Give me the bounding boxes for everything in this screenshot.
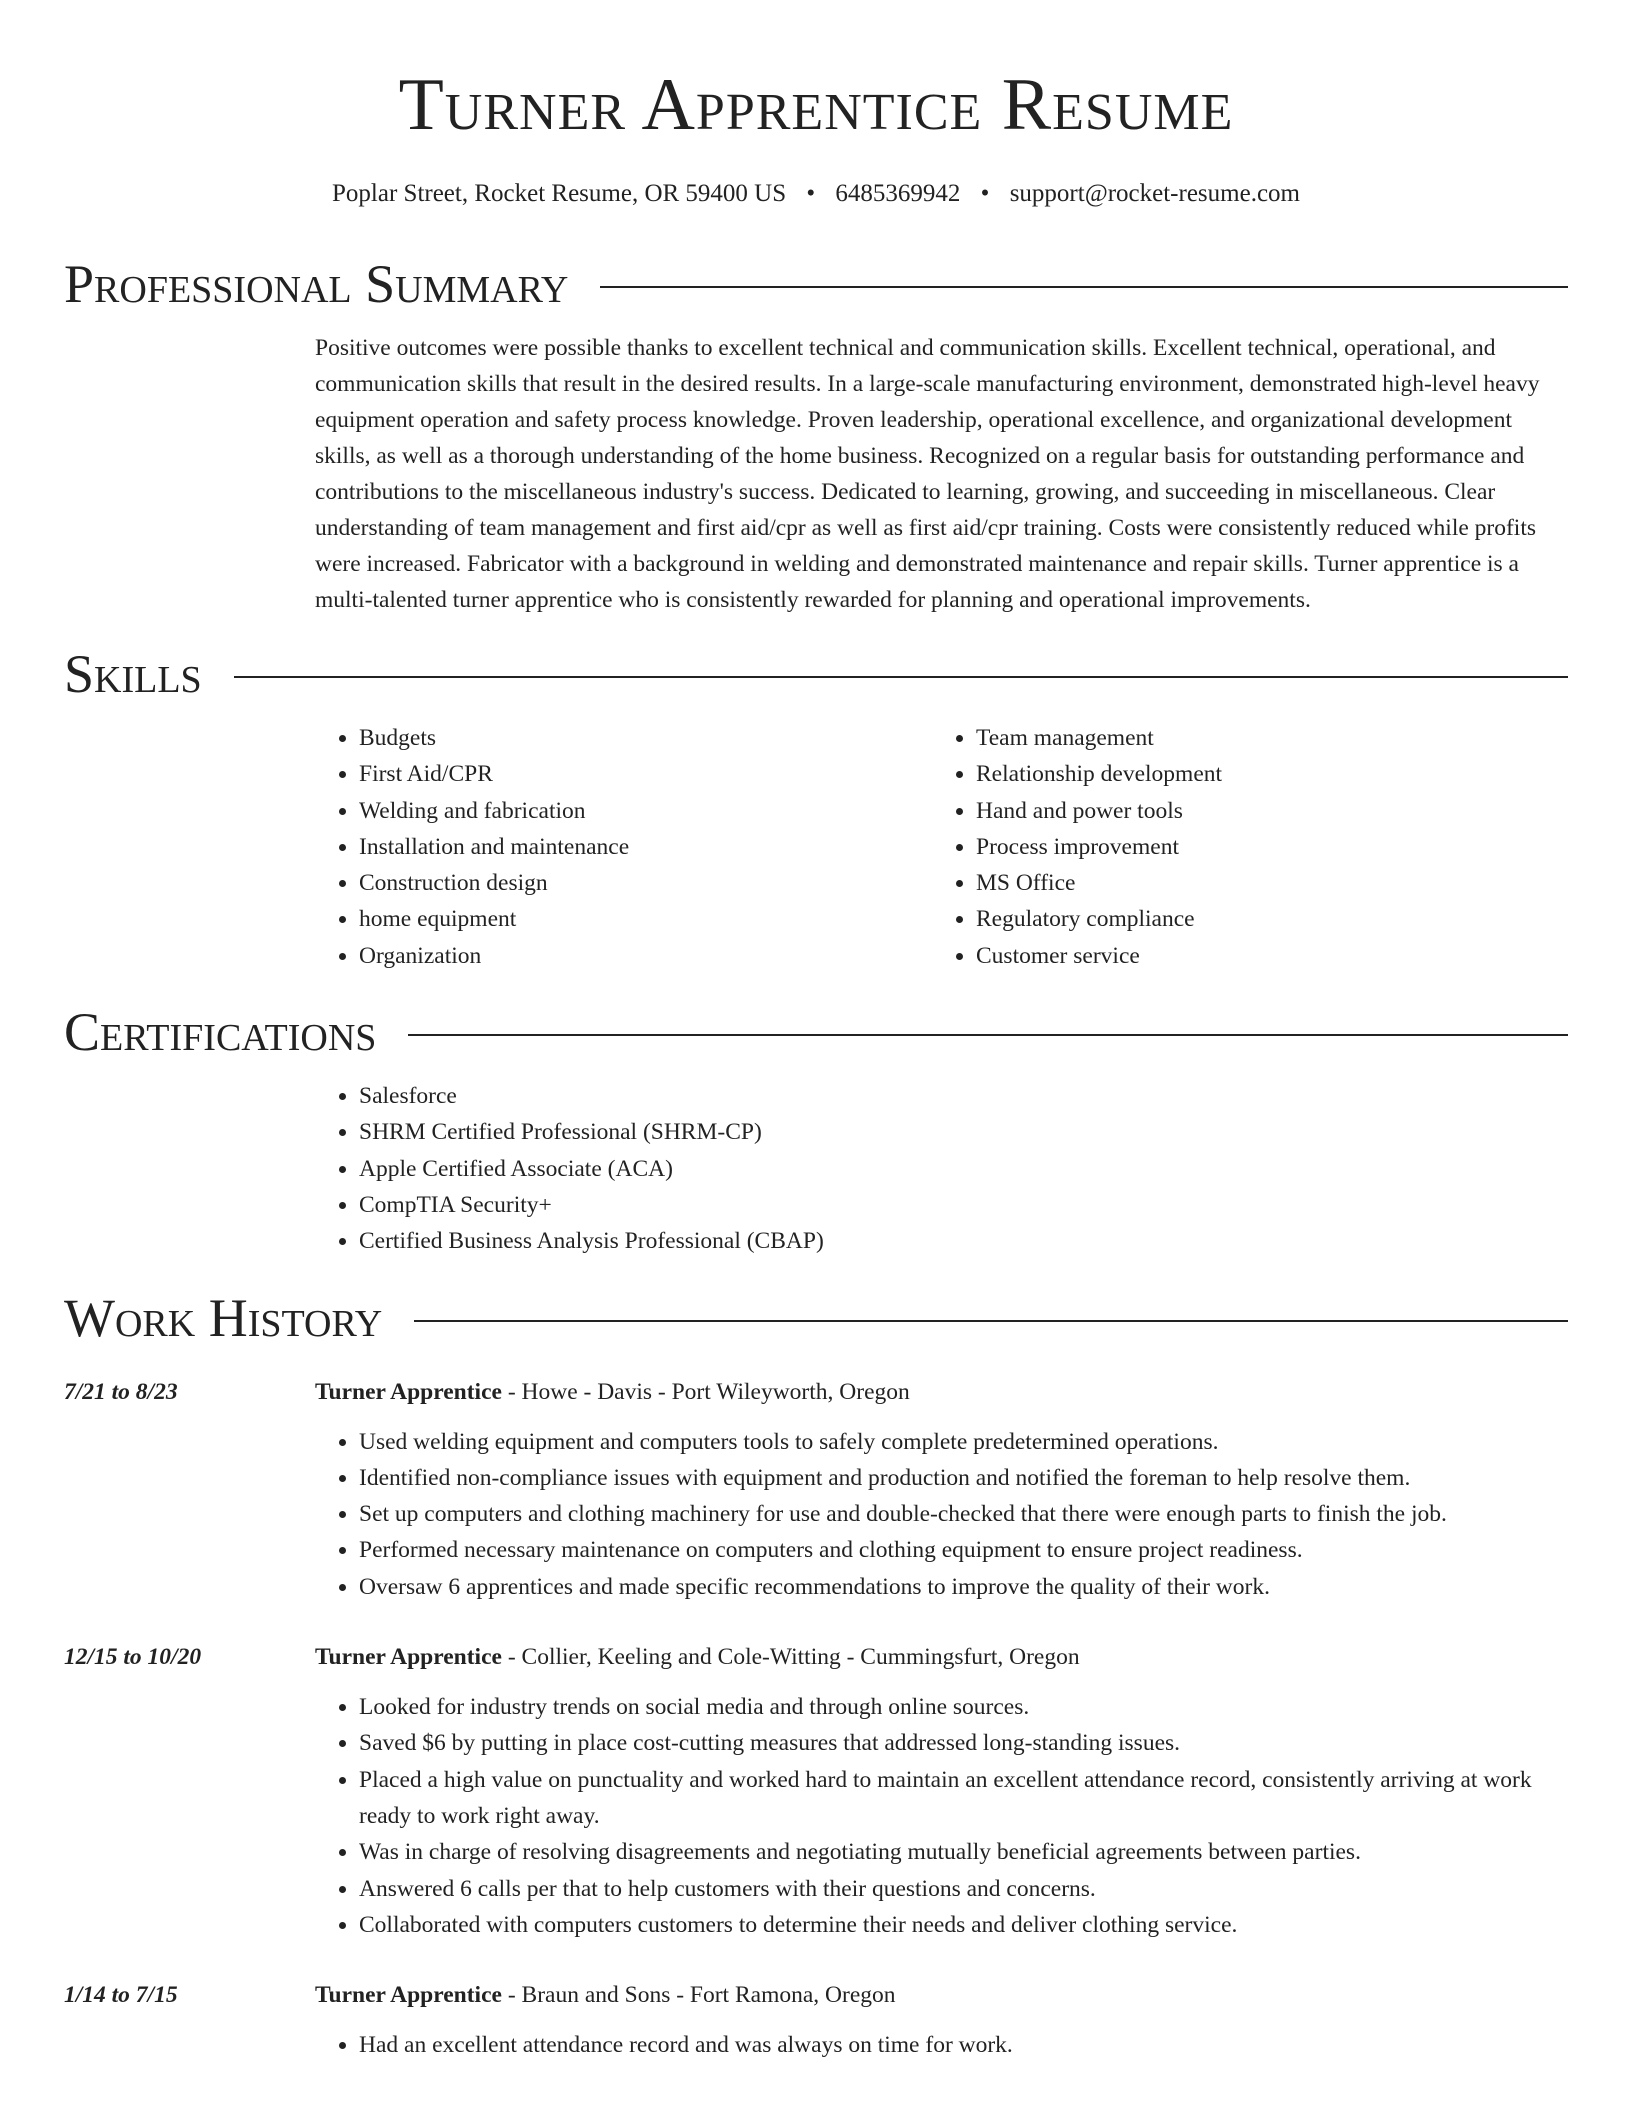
skill-item: • Process improvement [976,829,1549,865]
job-bullet: • Oversaw 6 apprentices and made specific recommendations to improve the quality of their work. [359,1569,1568,1605]
job-bullet: • Performed necessary maintenance on computers and clothing equipment to ensure project readiness. [359,1532,1568,1568]
section-divider [414,1320,1568,1322]
job-bullets [315,1424,1568,1605]
contact-separator: • [980,180,990,207]
job-employer: - Collier, Keeling and Cole-Witting - Cummingsfurt, Oregon [501,1644,1080,1671]
summary-section-heading [64,254,1568,314]
job-body [315,1977,1568,2063]
skills-column-left [315,720,932,974]
job-bullet: • Collaborated with computers customers to determine their needs and deliver clothing service. [359,1907,1568,1943]
work-history-section-heading [64,1288,1568,1348]
certification-item: • Apple Certified Associate (ACA) [359,1151,1568,1187]
job-entry [64,1977,1568,2063]
skill-item: • Hand and power tools [976,793,1549,829]
certifications-section-heading [64,1002,1568,1062]
job-bullet: • Identified non-compliance issues with equipment and production and notified the foreman to help resolve them. [359,1460,1568,1496]
contact-email: support@rocket-resume.com [1009,180,1300,207]
resume-title: Turner Apprentice Resume [398,64,1234,146]
skill-item: • MS Office [976,865,1549,901]
job-title: Turner Apprentice [315,1644,502,1671]
job-dates: 7/21 to 8/23 [64,1378,178,1405]
section-divider [234,676,1568,678]
skills-section-heading [64,644,1568,704]
job-title: Turner Apprentice [315,1378,502,1405]
section-divider [600,286,1568,288]
skills-list [315,720,1568,974]
job-employer: - Howe - Davis - Port Wileyworth, Oregon [501,1378,910,1405]
skill-item: • Team management [976,720,1549,756]
certification-item: • SHRM Certified Professional (SHRM-CP) [359,1114,1568,1150]
job-body [315,1374,1568,1605]
job-dates: 1/14 to 7/15 [64,1982,178,2009]
skill-item: • Customer service [976,938,1549,974]
job-bullet: • Used welding equipment and computers tools to safely complete predetermined operations. [359,1424,1568,1460]
skill-item: • Organization [359,938,932,974]
certification-item: • CompTIA Security+ [359,1187,1568,1223]
skills-heading-text: Skills [64,644,202,704]
skill-item: • First Aid/CPR [359,756,932,792]
job-title-line [315,1639,1568,1675]
skill-item: • Budgets [359,720,932,756]
contact-phone: 6485369942 [835,180,961,207]
job-bullet: • Placed a high value on punctuality and worked hard to maintain an excellent attendance record, consistently arriving at work ready to work right away. [359,1762,1568,1835]
section-divider [408,1034,1568,1036]
job-bullet: • Had an excellent attendance record and was always on time for work. [359,2027,1568,2063]
job-title-line [315,1977,1568,2013]
contact-separator: • [806,180,816,207]
job-bullets [315,2027,1568,2063]
certifications-list [315,1078,1568,1259]
work-history-heading-text: Work History [64,1287,383,1348]
contact-line [64,178,1568,210]
job-title-line [315,1374,1568,1410]
certifications-heading-text: Certifications [64,1002,377,1063]
job-title: Turner Apprentice [315,1982,502,2009]
contact-address: Poplar Street, Rocket Resume, OR 59400 US [332,180,787,207]
summary-heading-text: Professional Summary [64,254,569,314]
job-bullet: • Looked for industry trends on social media and through online sources. [359,1689,1568,1725]
skills-column-right [932,720,1549,974]
job-body [315,1639,1568,1943]
job-entry [64,1374,1568,1605]
summary-paragraph: Positive outcomes were possible thanks to excellent technical and communication skills. Excellent technical, operational, and communication skills that result in the desired results. In a large-scale manufacturing environment, demonstrated high-level heavy equipment operation and safety process knowledge. Proven leadership, operational excellence, and organizational development skills, as well as a thorough understanding of the home business. Recognized on a regular basis for outstanding performance and contributions to the miscellaneous industry's success. Dedicated to learning, growing, and succeeding in miscellaneous. Clear understanding of team management and first aid/cpr as well as first aid/cpr training. Costs were consistently reduced while profits were increased. Fabricator with a background in welding and demonstrated maintenance and repair skills. Turner apprentice is a multi-talented turner apprentice who is consistently rewarded for planning and operational improvements. [315,335,1540,613]
job-employer: - Braun and Sons - Fort Ramona, Oregon [501,1982,896,2009]
job-bullet: • Was in charge of resolving disagreements and negotiating mutually beneficial agreements between parties. [359,1834,1568,1870]
skill-item: • Relationship development [976,756,1549,792]
job-bullets [315,1689,1568,1943]
job-bullet: • Set up computers and clothing machinery for use and double-checked that there were enough parts to finish the job. [359,1496,1568,1532]
job-bullet: • Answered 6 calls per that to help customers with their questions and concerns. [359,1871,1568,1907]
job-dates: 12/15 to 10/20 [64,1644,202,1671]
skill-item: • Regulatory compliance [976,901,1549,937]
skill-item: • Construction design [359,865,932,901]
skill-item: • Welding and fabrication [359,793,932,829]
job-bullet: • Saved $6 by putting in place cost-cutting measures that addressed long-standing issues. [359,1725,1568,1761]
skill-item: • home equipment [359,901,932,937]
certification-item: • Certified Business Analysis Professional (CBAP) [359,1223,1568,1259]
job-entry [64,1639,1568,1943]
certification-item: • Salesforce [359,1078,1568,1114]
certifications-block [315,1078,1568,1259]
skill-item: • Installation and maintenance [359,829,932,865]
